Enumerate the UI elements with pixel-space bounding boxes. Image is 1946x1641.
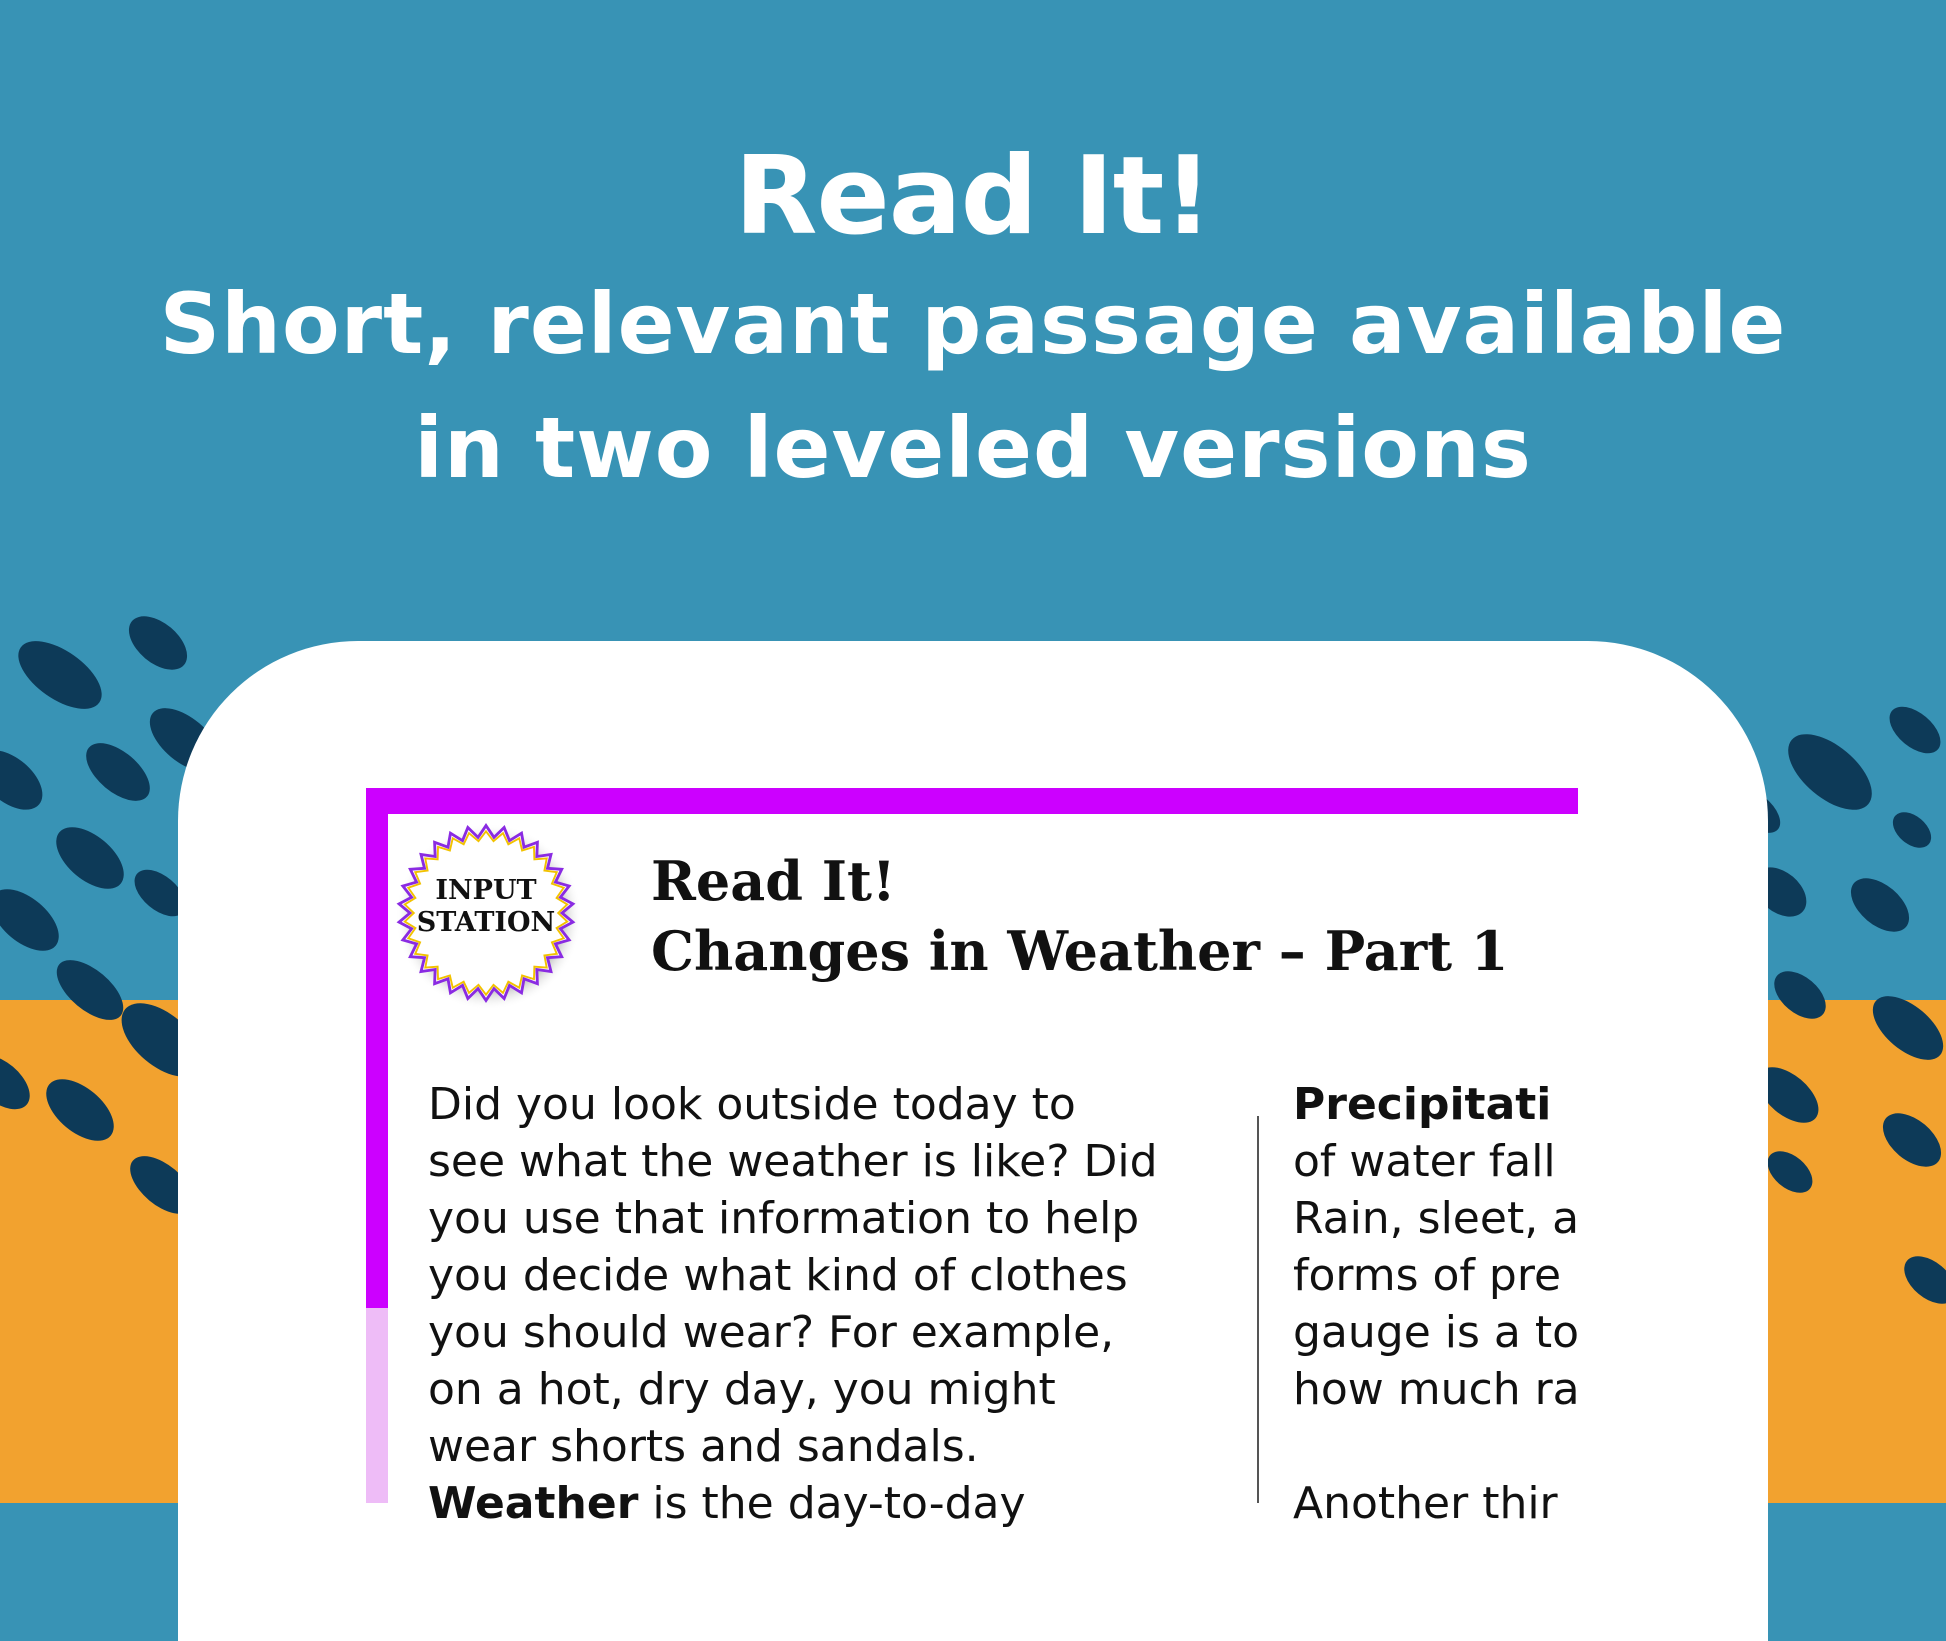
document-preview: [366, 788, 1580, 1529]
passage-line: gauge is a to: [1293, 1307, 1580, 1358]
badge-label: [391, 875, 581, 939]
document-title-line2: Changes in Weather – Part 1: [651, 919, 1509, 983]
bold-term: Precipitati: [1293, 1079, 1552, 1130]
document-title-line1: Read It!: [651, 849, 896, 913]
bold-term: Weather: [428, 1478, 639, 1529]
passage-line: on a hot, dry day, you might: [428, 1364, 1056, 1415]
passage-line: how much ra: [1293, 1364, 1580, 1415]
passage-line: you should wear? For example,: [428, 1307, 1115, 1358]
passage-line-last: [428, 1475, 1258, 1532]
document-left-border-light: [366, 1308, 388, 1503]
passage-line: Did you look outside today to: [428, 1079, 1076, 1130]
paragraph-gap: [1293, 1418, 1693, 1475]
badge-line2: STATION: [416, 907, 556, 938]
headline-title: Read It!: [734, 134, 1212, 259]
document-title: [651, 846, 1509, 986]
passage-line: you use that information to help: [428, 1193, 1140, 1244]
headline: [0, 132, 1946, 510]
passage-line: you decide what kind of clothes: [428, 1250, 1128, 1301]
passage-line: Another thir: [1293, 1478, 1558, 1529]
document-top-border: [366, 788, 1578, 814]
passage-column-2: [1293, 1076, 1693, 1532]
passage-line: Rain, sleet, a: [1293, 1193, 1580, 1244]
passage-line: see what the weather is like? Did: [428, 1136, 1158, 1187]
headline-subtitle-line2: in two leveled versions: [414, 399, 1532, 497]
passage-line: forms of pre: [1293, 1250, 1562, 1301]
passage-line: of water fall: [1293, 1136, 1556, 1187]
passage-text: is the day-to-day: [638, 1478, 1026, 1529]
badge-line1: INPUT: [435, 875, 537, 906]
document-left-border: [366, 788, 388, 1308]
passage-column-1: [428, 1076, 1258, 1532]
headline-subtitle-line1: Short, relevant passage available: [159, 275, 1787, 373]
passage-line: wear shorts and sandals.: [428, 1421, 979, 1472]
